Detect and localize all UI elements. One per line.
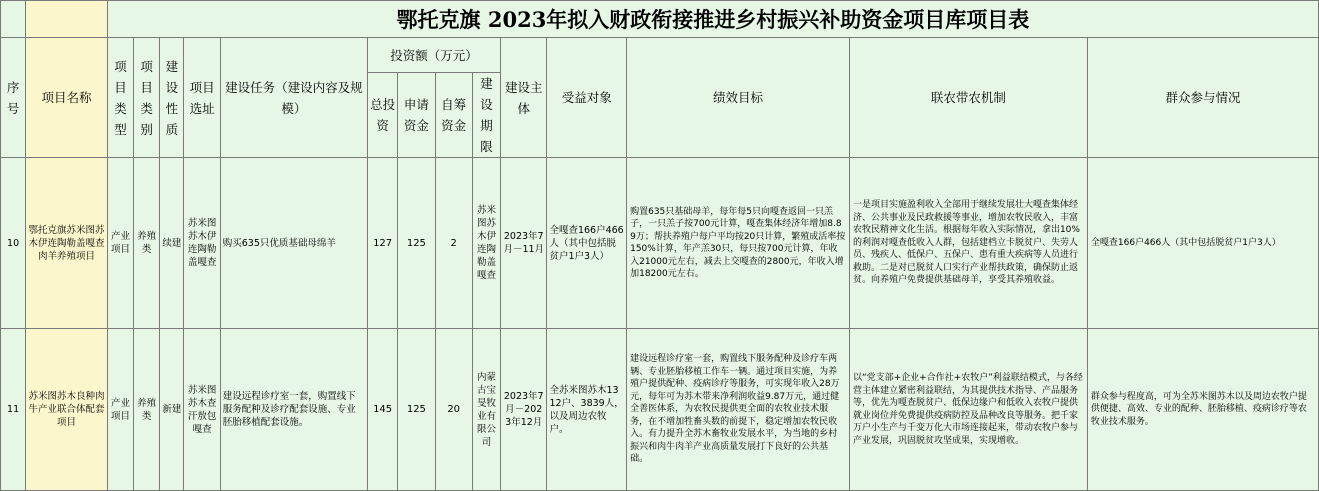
header-task: 建设任务（建设内容及规模） bbox=[220, 38, 367, 158]
cell-location: 苏米图苏木伊连陶勒盖嘎查 bbox=[184, 158, 220, 329]
cell-category: 养殖类 bbox=[134, 158, 160, 329]
header-period: 建设期限 bbox=[472, 73, 500, 158]
title-yellow-cell bbox=[26, 1, 108, 38]
cell-period: 2023年7月－11月 bbox=[501, 158, 547, 329]
cell-total: 145 bbox=[367, 329, 397, 491]
header-participation: 群众参与情况 bbox=[1087, 38, 1318, 158]
cell-type: 产业项目 bbox=[107, 329, 133, 491]
cell-mechanism: 以“党支部+企业+合作社+农牧户”利益联结模式，与各经营主体建立紧密利益联结，为其提供技术指导、产品服务等，优先为嘎查脱贫户、低保边缘户和低收入农牧户提供就业岗位并免费提供疫病防控及品种改良等服务。把千家万户小生产与千变万化大市场连接起来，带动农牧户参与产业发展，巩固脱贫攻坚成果，实现增收。 bbox=[849, 329, 1087, 491]
cell-apply: 125 bbox=[398, 158, 435, 329]
cell-beneficiary: 全嘎查166户466人（其中包括脱贫户1户3人） bbox=[547, 158, 627, 329]
cell-goal: 购置635只基础母羊，每年每5只向嘎查返回一只羔子，一只羔子按700元计算，嘎查集体经济年增加8.89万；帮扶养殖户每户平均按20只计算，繁殖成活率按150%计算，年产羔30只，每只按700元计算，年收入21000元左右，减去上交嘎查的2800元，年收入增加18200元左右。 bbox=[627, 158, 850, 329]
header-beneficiary: 受益对象 bbox=[547, 38, 627, 158]
cell-type: 产业项目 bbox=[107, 158, 133, 329]
cell-seq: 11 bbox=[1, 329, 26, 491]
header-total: 总投资 bbox=[367, 73, 397, 158]
header-apply: 申请资金 bbox=[398, 73, 435, 158]
cell-mechanism: 一是项目实施盈利收入全部用于继续发展壮大嘎查集体经济、公共事业及民政救援等事业，增加农牧民收入，丰富农牧民精神文化生活。根据每年收入实际情况，拿出10%的利润对嘎查低收入人群，包括建档立卡脱贫户、失劳人员、残疾人、低保户、五保户、患有重大疾病等人员进行救助。二是对已脱贫人口实行产业帮扶政策，确保防止返贫。向养殖户免费提供基础母羊，享受其养殖收益。 bbox=[849, 158, 1087, 329]
cell-nature: 续建 bbox=[160, 158, 184, 329]
cell-self: 20 bbox=[435, 329, 472, 491]
cell-participation: 群众参与程度高，可为全苏米图苏木以及周边农牧户提供便捷、高效、专业的配种、胚胎移植、疫病诊疗等农牧业技术服务。 bbox=[1087, 329, 1318, 491]
header-goal: 绩效目标 bbox=[627, 38, 850, 158]
cell-name: 苏米图苏木良种肉牛产业联合体配套项目 bbox=[26, 329, 108, 491]
page-title: 鄂托克旗 2023年拟入财政衔接推进乡村振兴补助资金项目库项目表 bbox=[107, 1, 1318, 38]
cell-task: 购买635只优质基础母绵羊 bbox=[220, 158, 367, 329]
cell-location: 苏米图苏木查汗敖包嘎查 bbox=[184, 329, 220, 491]
header-entity: 建设主体 bbox=[501, 38, 547, 158]
header-category: 项目类别 bbox=[134, 38, 160, 158]
header-mechanism: 联农带农机制 bbox=[849, 38, 1087, 158]
cell-nature: 新建 bbox=[160, 329, 184, 491]
cell-participation: 全嘎查166户466人（其中包括脱贫户1户3人） bbox=[1087, 158, 1318, 329]
table-row bbox=[1, 158, 1319, 329]
cell-task: 建设远程诊疗室一套，购置线下服务配种及诊疗配套设施、专业胚胎移植配套设施。 bbox=[220, 329, 367, 491]
cell-category: 养殖类 bbox=[134, 329, 160, 491]
header-type: 项目类型 bbox=[107, 38, 133, 158]
cell-goal: 建设远程诊疗室一套，购置线下服务配种及诊疗车两辆、专业胚胎移植工作车一辆。通过项目实施，为养殖户提供配种、疫病诊疗等服务，可实现年收入28万元，每年可为苏木带来净利润收益9.87万元，通过健全善医体系，为农牧民提供更全面的农牧业技术服务，在不增加牲畜头数的前提下，稳定增加农牧民收入。有力提升全苏木畜牧业发展水平，为当地的乡村振兴和肉牛肉羊产业高质量发展打下良好的公共基础。 bbox=[627, 329, 850, 491]
header-nature: 建设性质 bbox=[160, 38, 184, 158]
cell-entity: 内蒙古宝旻牧业有限公司 bbox=[472, 329, 500, 491]
cell-seq: 10 bbox=[1, 158, 26, 329]
cell-total: 127 bbox=[367, 158, 397, 329]
header-location: 项目选址 bbox=[184, 38, 220, 158]
header-seq: 序号 bbox=[1, 38, 26, 158]
cell-apply: 125 bbox=[398, 329, 435, 491]
cell-name: 鄂托克旗苏米图苏木伊连陶勒盖嘎查肉羊养殖项目 bbox=[26, 158, 108, 329]
header-investment: 投资额（万元） bbox=[367, 38, 500, 73]
header-name: 项目名称 bbox=[26, 38, 108, 158]
cell-beneficiary: 全苏米图苏木1312户、3839人，以及周边农牧户。 bbox=[547, 329, 627, 491]
table-row bbox=[1, 329, 1319, 491]
cell-period: 2023年7月－2023年12月 bbox=[501, 329, 547, 491]
cell-self: 2 bbox=[435, 158, 472, 329]
header-self: 自筹资金 bbox=[435, 73, 472, 158]
cell-entity: 苏米图苏木伊连陶勒盖嘎查 bbox=[472, 158, 500, 329]
title-left-cell bbox=[1, 1, 26, 38]
